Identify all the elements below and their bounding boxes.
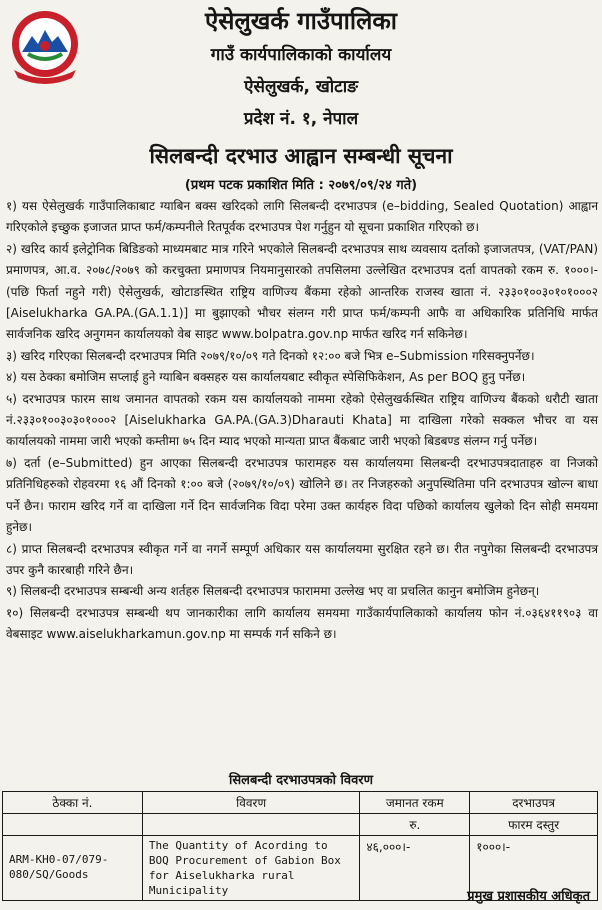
header-contract-no: ठेक्का नं. (3, 792, 143, 814)
subheader-security: रु. (360, 814, 470, 836)
subheader-contract-no (3, 814, 143, 836)
signatory-title: प्रमुख प्रशासकीय अधिकृत (467, 889, 590, 904)
paragraph-3: ३) खरिद गरिएका सिलबन्दी दरभाउपत्र मिति २०७९/१०/०९ गते दिनको १२:०० बजे भित्र e–Submission गरिसक्नुपर्नेछ। (6, 348, 535, 363)
table-header-row (3, 792, 598, 814)
paragraph-8: ८) प्राप्त सिलबन्दी दरभाउपत्र स्वीकृत गर्ने वा नगर्ने सम्पूर्ण अधिकार यस कार्यालयमा सुरक्षित रहने छ। रीत नपुगेका सिलबन्दी दरभाउपत्र उपर कुनै कारबाही गरिने छैन। (6, 541, 598, 577)
contract-description: The Quantity of Acording to BOQ Procurement of Gabion Box for Aiselukharka rural Municipality (142, 836, 360, 901)
form-fee: १०००।- (470, 836, 598, 901)
province: प्रदेश नं. १, नेपाल (243, 109, 359, 129)
paragraph-7: ७) दर्ता (e–Submitted) हुन आएका सिलबन्दी दरभाउपत्र फारामहरु यस कार्यालयमा सिलबन्दी दरभाउपत्रदाताहरु वा निजको प्रतिनिधिहरुको रोहवरमा १६ औं दिनको १:०० बजे (२०७९/१०/०९) खोलिने छ। तर निजहरुको अनुपस्थितिमा पनि दरभाउपत्र खोल्न बाधा पर्ने छैन। फाराम खरिद गर्ने वा दाखिला गर्ने दिन सार्वजनिक विदा परेमा उक्त कार्यहरु विदा पछिको कार्यालय खुलेको दिन सोही समयमा हुनेछ। (6, 455, 598, 535)
header-security: जमानत रकम (360, 792, 470, 814)
org-name: ऐसेलुखर्क गाउँपालिका (204, 7, 398, 35)
contract-number: ARM-KH0-07/079-080/SQ/Goods (3, 836, 143, 901)
paragraph-10: १०) सिलबन्दी दरभाउपत्र सम्बन्धी थप जानकारीका लागि कार्यालय समयमा गाउँकार्यपालिकाको कार्यालय फोन नं.०३६४११९०३ वा वेबसाइट www.aiselukharkamun.gov.np मा सम्पर्क गर्न सकिने छ। (6, 605, 598, 642)
office-location: ऐसेलुखर्क, खोटाङ (244, 77, 358, 97)
notice-header (0, 0, 602, 193)
table-subheader-row (3, 814, 598, 836)
publication-date: (प्रथम पटक प्रकाशित मिति : २०७९/०९/२४ गते) (184, 178, 418, 193)
header-fee: दरभाउपत्र (470, 792, 598, 814)
paragraph-4: ४) यस ठेक्का बमोजिम सप्लाई हुने ग्याबिन बक्सहरु यस कार्यालयबाट स्वीकृत स्पेसिफिकेशन, As per BOQ हुनु पर्नेछ। (6, 370, 526, 385)
office-name: गाउँ कार्यपालिकाको कार्यालय (210, 45, 392, 65)
security-amount: ४६,०००।- (360, 836, 470, 901)
subheader-description (142, 814, 360, 836)
notice-body (6, 196, 598, 646)
quotation-table (2, 791, 598, 901)
table-title: सिलबन्दी दरभाउपत्रको विवरण (228, 773, 374, 788)
subheader-fee: फारम दस्तुर (470, 814, 598, 836)
paragraph-1: १) यस ऐसेलुखर्क गाउँपालिकाबाट ग्याबिन बक्स खरिदको लागि सिलबन्दी दरभाउपत्र (e–bidding, Sealed Quotation) आह्वान गरिएकोले इच्छुक इजाजत प्राप्त फर्म/कम्पनीले रितपूर्वक दरभाउपत्र पेश गर्नुहुन यो सूचना प्रकाशित गरिएको छ। (6, 199, 598, 235)
notice-title: सिलबन्दी दरभाउ आह्वान सम्बन्धी सूचना (149, 144, 453, 168)
paragraph-5: ५) दरभाउपत्र फारम साथ जमानत वापतको रकम यस कार्यालयको नाममा रहेको ऐसेलुखर्कस्थित राष्ट्रिय वाणिज्य बैंकको धरौटी खाता नं.२३३०१००३०३०१०००२ [Aiselukharka GA.PA.(GA.3)Dharauti Khata] मा दाखिला गरेको सक्कल भौचर वा यस कार्यालयको नाममा जारी भएको कम्तीमा ७५ दिन म्याद भएको मान्यता प्राप्त बैंकबाट जारी भएको बिडबण्ड संलग्न गर्नु पर्नेछ। (6, 391, 598, 449)
paragraph-9: ९) सिलबन्दी दरभाउपत्र सम्बन्धी अन्य शर्तहरु सिलबन्दी दरभाउपत्र फाराममा उल्लेख भए वा प्रचलित कानुन बमोजिम हुनेछन्। (6, 584, 540, 599)
header-description: विवरण (142, 792, 360, 814)
paragraph-2: २) खरिद कार्य इलेट्रोनिक बिडिङको माध्यमबाट मात्र गरिने भएकोले सिलबन्दी दरभाउपत्र साथ व्यवसाय दर्ताको इजाजतपत्र, (VAT/PAN) प्रमाणपत्र, आ.व. २०७८/२०७९ को करचुक्ता प्रमाणपत्र नियमानुसारको तपसिलमा उल्लेखित दरभाउपत्र दर्ता वापतको रकम रु. १०००।- (पछि फिर्ता नहुने गरी) ऐसेलुखर्क, खोटाङस्थित राष्ट्रिय वाणिज्य बैंकमा रहेको आन्तरिक राजस्व खाता नं. २३३०१००३०१०१०००२ [Aiselukharka GA.PA.(GA.1.1)] मा बुझाएको भौचर संलग्न गरी प्राप्त फर्म/कम्पनी आफै वा अधिकारिक प्रतिनिधि मार्फत सार्वजनिक खरिद अनुगमन कार्यालयको वेब साइट www.bolpatra.gov.np मार्फत खरिद गर्न सकिनेछ। (6, 241, 598, 342)
